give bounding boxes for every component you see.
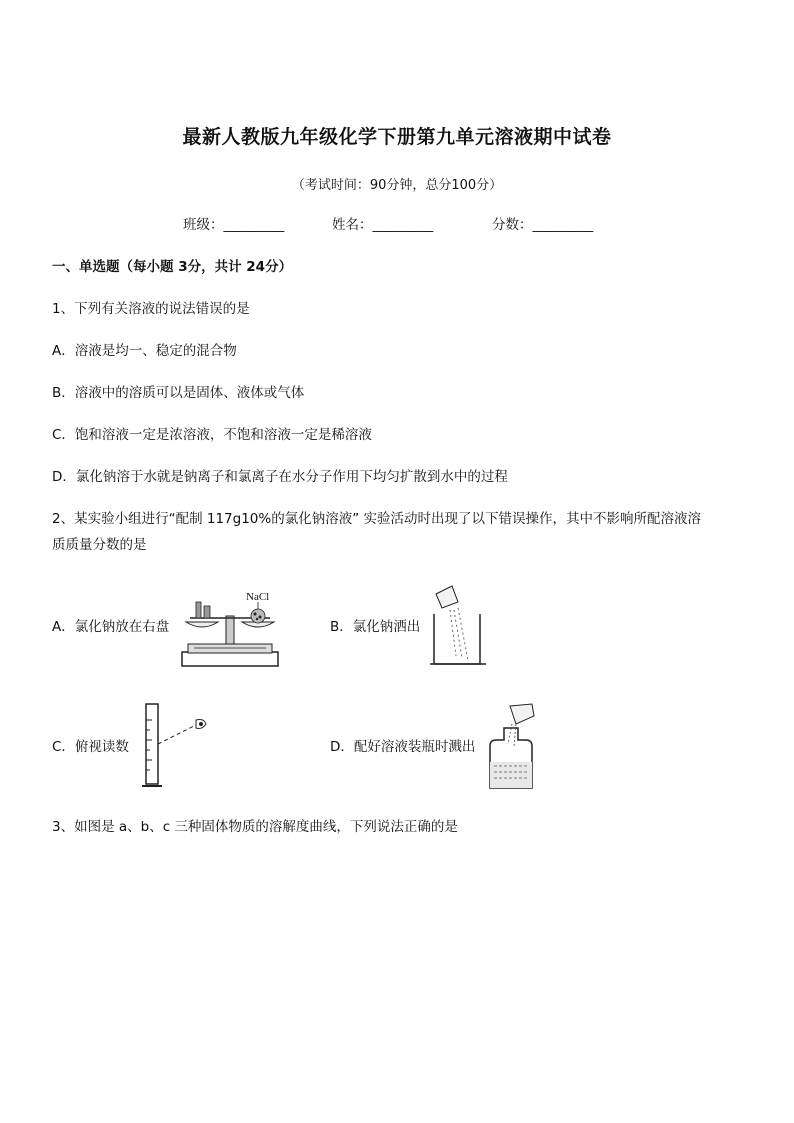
- nacl-label: NaCl: [246, 591, 270, 603]
- question-1-option-a: A．溶液是均一、稳定的混合物: [52, 343, 237, 359]
- question-2-stem-line2: 质质量分数的是: [52, 537, 147, 553]
- exam-subtitle: （考试时间：90分钟，总分100分）: [291, 178, 503, 193]
- balance-scale-figure: [182, 586, 282, 668]
- question-1-option-b: B．溶液中的溶质可以是固体、液体或气体: [52, 385, 305, 401]
- reagent-bottle-figure: [486, 700, 546, 790]
- question-1-option-d: D．氯化钠溶于水就是钠离子和氯离子在水分子作用下均匀扩散到水中的过程: [52, 469, 508, 485]
- question-1-option-c: C．饱和溶液一定是浓溶液，不饱和溶液一定是稀溶液: [52, 427, 372, 443]
- question-1-stem: 1、下列有关溶液的说法错误的是: [52, 301, 250, 317]
- question-2-option-c: C．俯视读数: [52, 739, 129, 755]
- question-2-option-b: B．氯化钠洒出: [330, 619, 421, 635]
- page-title: 最新人教版九年级化学下册第九单元溶液期中试卷: [182, 126, 612, 148]
- section-heading: 一、单选题（每小题 3分，共计 24分）: [52, 259, 293, 275]
- question-2-option-d: D．配好溶液装瓶时溅出: [330, 739, 476, 755]
- question-3-stem: 3、如图是 a、b、c 三种固体物质的溶解度曲线，下列说法正确的是: [52, 819, 458, 835]
- spilled-beaker-figure: [430, 584, 490, 668]
- question-2-option-a: A．氯化钠放在右盘: [52, 619, 170, 635]
- score-field: 分数：_________: [492, 217, 594, 233]
- name-field: 姓名：_________: [332, 217, 434, 233]
- class-field: 班级：_________: [183, 217, 285, 233]
- graduated-cylinder-figure: [140, 700, 220, 792]
- question-2-stem-line1: 2、某实验小组进行“配制 117g10%的氯化钠溶液” 实验活动时出现了以下错误操作，其中不影响所配溶液溶: [52, 511, 702, 527]
